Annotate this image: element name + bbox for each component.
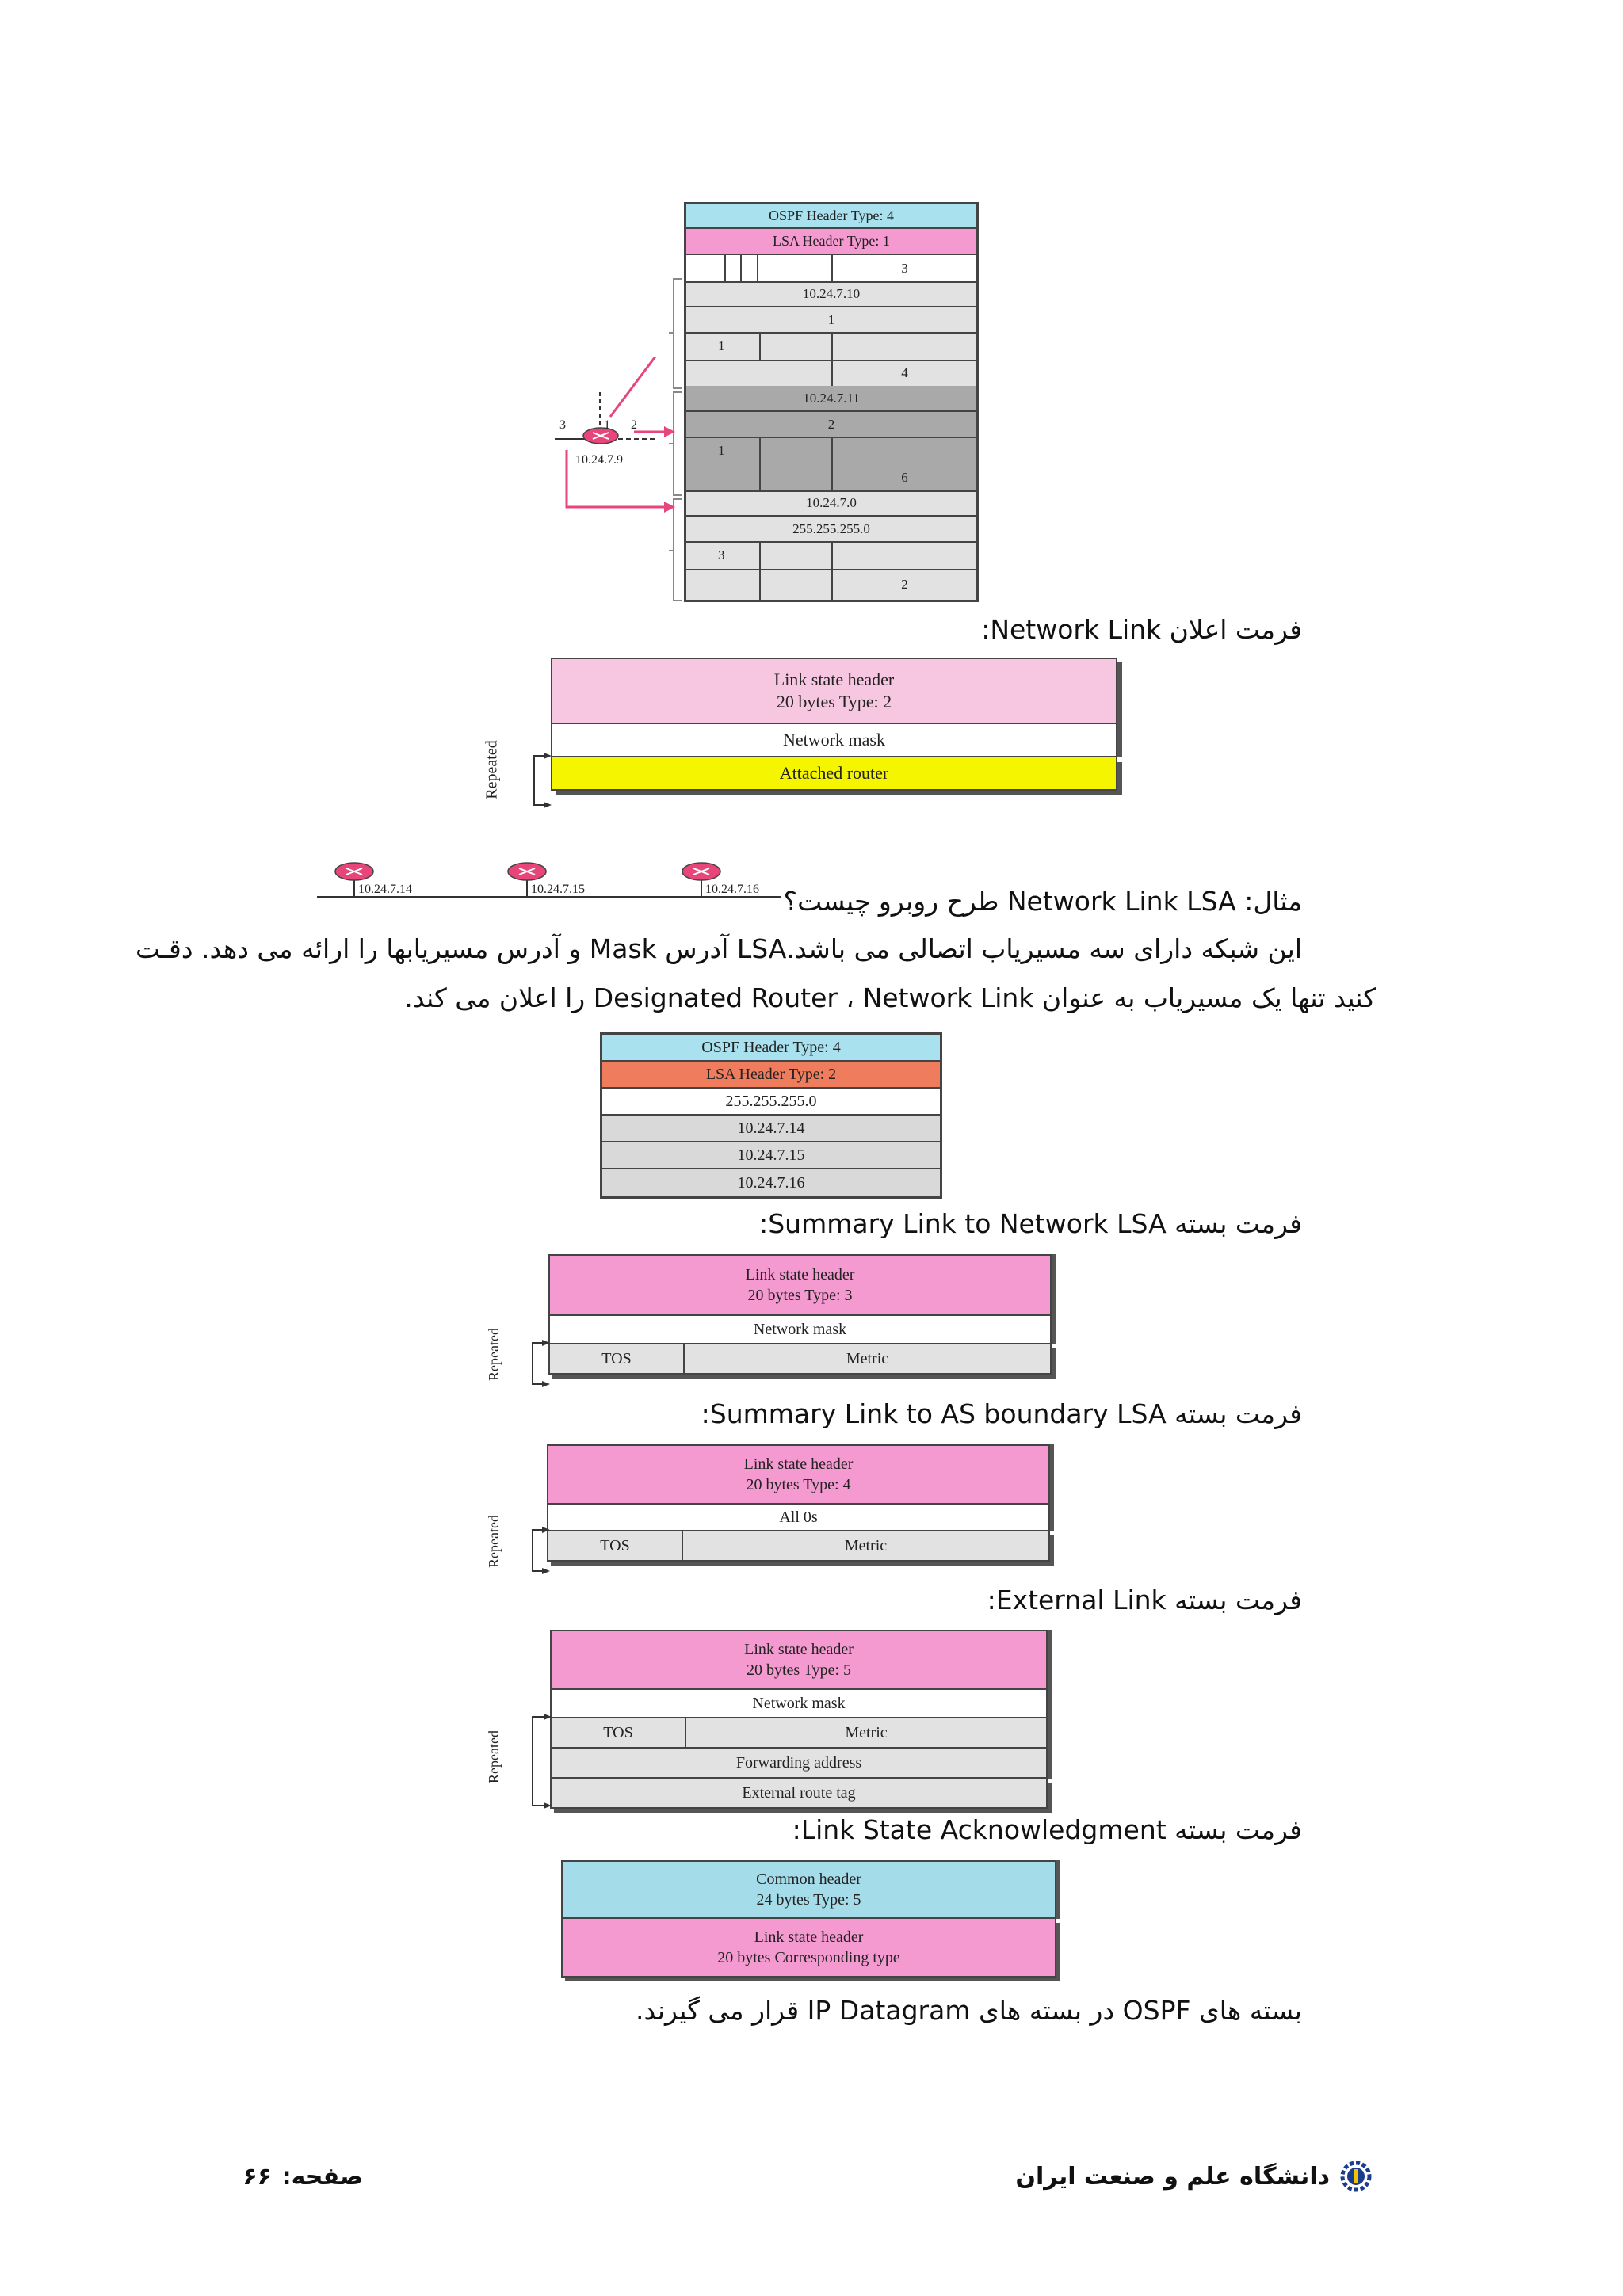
- link-data-1: 1: [686, 307, 976, 334]
- forwarding-address-row: Forwarding address: [550, 1749, 1048, 1779]
- metric-cell: Metric: [844, 1536, 888, 1554]
- closing-sentence: بسته های OSPF در بسته های IP Datagram قرار می گیرند.: [636, 1995, 1302, 2026]
- router-label-16: 10.24.7.16: [705, 883, 759, 896]
- page-label: صفحه:: [281, 2163, 363, 2191]
- external-header: Link state header 20 bytes Type: 5: [550, 1630, 1048, 1690]
- summary-as-figure: [485, 1444, 1062, 1587]
- example-lsa-header: LSA Header Type: 2: [602, 1062, 940, 1089]
- link-data-3: 255.255.255.0: [686, 517, 976, 543]
- link-data-2: 2: [686, 412, 976, 438]
- heading-ack: فرمت بسته Link State Acknowledgment:: [792, 1814, 1302, 1845]
- router-ip-label: 10.24.7.9: [575, 453, 623, 467]
- page-number: ۶۶: [242, 2163, 272, 2191]
- lsa-header-row: LSA Header Type: 1: [686, 229, 976, 255]
- ospf-header-row: OSPF Header Type: 4: [686, 204, 976, 229]
- repeated-label: Repeated: [485, 1328, 502, 1381]
- example-lsa-table: [600, 1032, 942, 1199]
- repeated-label: Repeated: [483, 740, 501, 799]
- summary-as-header: Link state header 20 bytes Type: 4: [547, 1444, 1050, 1505]
- summary-network-figure: [485, 1254, 1062, 1397]
- summary-net-header: Link state header 20 bytes Type: 3: [548, 1254, 1052, 1316]
- link-state-header-box: Link state header 20 bytes Corresponding type: [561, 1919, 1056, 1978]
- flags-row: [686, 255, 976, 283]
- heading-summary-as: فرمت بسته Summary Link to AS boundary LSA:: [701, 1398, 1302, 1429]
- router-label-14: 10.24.7.14: [358, 883, 412, 896]
- example-router-14: 10.24.7.14: [602, 1116, 940, 1142]
- router-label-15: 10.24.7.15: [531, 883, 585, 896]
- summary-as-tos-metric-row: [547, 1531, 1050, 1562]
- tos-cell: TOS: [550, 1344, 685, 1373]
- repeated-label: Repeated: [485, 1730, 502, 1783]
- link-type-row-3: 3: [686, 543, 976, 570]
- summary-net-mask: Network mask: [548, 1316, 1052, 1344]
- external-link-figure: [485, 1630, 1062, 1820]
- port-label-1: 1: [604, 418, 610, 432]
- repeat-bracket: [531, 753, 555, 816]
- port-label-3: 3: [559, 418, 566, 432]
- repeat-bracket: [529, 1714, 555, 1817]
- metric-row-2: 6: [686, 464, 976, 492]
- example-mask: 255.255.255.0: [602, 1089, 940, 1116]
- paragraph-line-2: کنید تنها یک مسیریاب به عنوان Designated Router ، Network Link را اعلان می کند.: [404, 982, 1376, 1013]
- repeat-bracket: [529, 1527, 553, 1582]
- tos-cell: TOS: [552, 1718, 686, 1747]
- metric-row-1: 4: [686, 360, 976, 387]
- common-header-box: Common header 24 bytes Type: 5: [561, 1860, 1056, 1919]
- university-name: دانشگاه علم و صنعت ایران: [1015, 2163, 1330, 2191]
- router-lsa-figure: [555, 198, 999, 610]
- summary-as-all0: All 0s: [547, 1505, 1050, 1531]
- link-state-header-box: Link state header 20 bytes Type: 2: [551, 658, 1117, 724]
- network-mask-row: Network mask: [551, 724, 1117, 757]
- repeated-label: Repeated: [485, 1515, 502, 1568]
- footer: [0, 2155, 1623, 2203]
- repeat-bracket: [529, 1340, 553, 1395]
- summary-net-tos-metric-row: [548, 1344, 1052, 1375]
- example-question: مثال: Network Link LSA طرح روبرو چیست؟: [783, 886, 1302, 917]
- external-mask: Network mask: [550, 1690, 1048, 1718]
- link-type-row-2: 1: [686, 438, 976, 466]
- metric-cell: Metric: [845, 1723, 888, 1741]
- route-tag-row: External route tag: [550, 1779, 1048, 1809]
- university-logo: [1339, 2160, 1373, 2193]
- link-id-2: 10.24.7.11: [686, 386, 976, 412]
- example-router-15: 10.24.7.15: [602, 1142, 940, 1169]
- tos-cell: TOS: [548, 1531, 683, 1560]
- metric-cell: Metric: [846, 1349, 889, 1367]
- num-links-value: 3: [901, 260, 908, 276]
- external-tos-metric-row: [550, 1718, 1048, 1749]
- router-diagram: [555, 357, 689, 594]
- ack-figure: [559, 1860, 1066, 1987]
- link-type-row-1: 1: [686, 334, 976, 361]
- metric-row-3: 2: [686, 569, 976, 600]
- example-router-16: 10.24.7.16: [602, 1169, 940, 1196]
- paragraph-line-1: این شبکه دارای سه مسیریاب اتصالی می باشد.LSA آدرس Mask و آدرس مسیریابها را ارائه می دهد. دقـت: [135, 933, 1302, 964]
- heading-external: فرمت بسته External Link:: [987, 1585, 1302, 1615]
- router-lsa-table: [684, 202, 979, 602]
- heading-summary-network: فرمت بسته Summary Link to Network LSA:: [759, 1208, 1302, 1239]
- port-label-2: 2: [631, 418, 637, 432]
- network-link-figure: [483, 658, 1125, 816]
- link-id-3: 10.24.7.0: [686, 490, 976, 517]
- heading-network-link: فرمت اعلان Network Link:: [981, 614, 1302, 645]
- link-id-1: 10.24.7.10: [686, 281, 976, 307]
- example-ospf-header: OSPF Header Type: 4: [602, 1035, 940, 1062]
- attached-router-row: Attached router: [551, 757, 1117, 791]
